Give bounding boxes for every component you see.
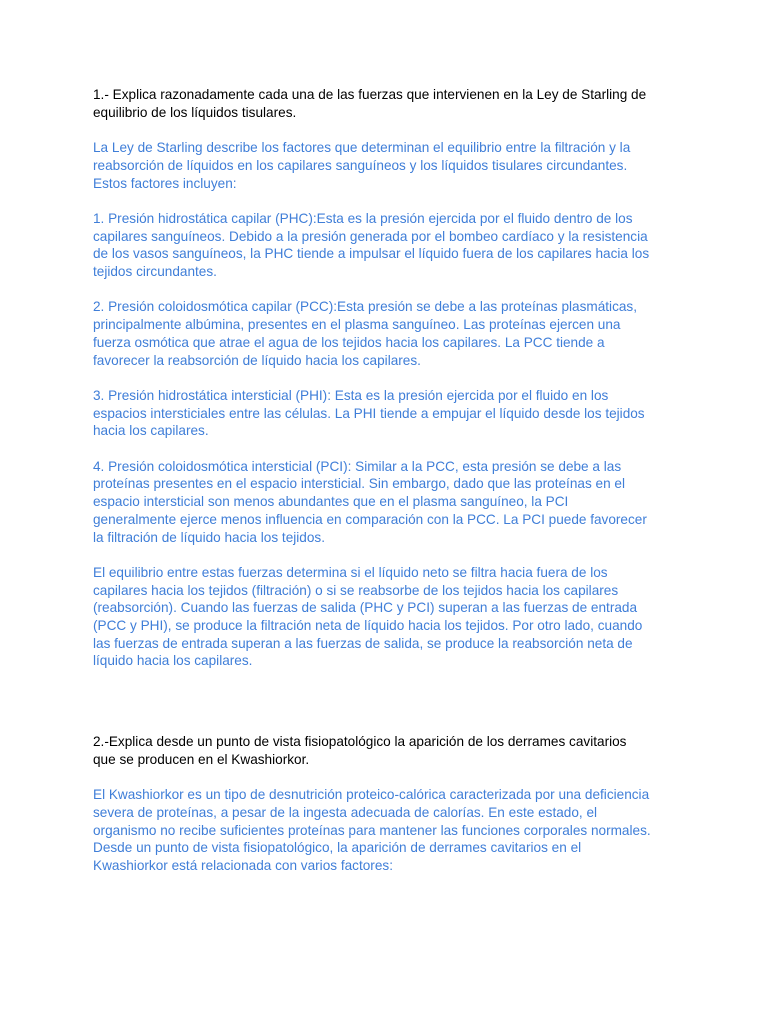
answer-line: proteínas presentes en el espacio intersticial. Sin embargo, dado que las proteínas en el (93, 476, 625, 492)
spacer (93, 440, 683, 458)
answer-line: Estos factores incluyen: (93, 175, 237, 191)
answer-1-conclusion (93, 564, 683, 670)
answer-line: Desde un punto de vista fisiopatológico, la aparición de derrames cavitarios en el (93, 840, 582, 856)
answer-line: Kwashiorkor está relacionada con varios factores: (93, 858, 393, 874)
answer-1-item-phc (93, 210, 683, 281)
answer-line: espacios intersticiales entre las células. La PHI tiende a empujar el líquido desde los tejidos (93, 405, 645, 421)
question-2 (93, 733, 683, 768)
answer-line: organismo no recibe suficientes proteínas para mantener las funciones corporales normales. (93, 822, 651, 838)
answer-line: fuerza osmótica que atrae el agua de los tejidos hacia los capilares. La PCC tiende a (93, 334, 605, 350)
answer-1-item-pci (93, 458, 683, 547)
answer-line: líquido hacia los capilares. (93, 653, 253, 669)
answer-line: (reabsorción). Cuando las fuerzas de salida (PHC y PCI) superan a las fuerzas de entrada (93, 600, 638, 616)
answer-line: favorecer la reabsorción de líquido hacia los capilares. (93, 352, 421, 368)
spacer (93, 670, 683, 733)
answer-line: La Ley de Starling describe los factores que determinan el equilibrio entre la filtración y la (93, 140, 631, 156)
spacer (93, 121, 683, 139)
answer-line: 4. Presión coloidosmótica intersticial (PCI): Similar a la PCC, esta presión se debe a las (93, 458, 622, 474)
answer-line: capilares hacia los tejidos (filtración) o si se reabsorbe de los tejidos hacia los capilares (93, 582, 619, 598)
answer-line: (PCC y PHI), se produce la filtración neta de líquido hacia los tejidos. Por otro lado, cuando (93, 618, 643, 633)
spacer (93, 281, 683, 299)
spacer (93, 369, 683, 387)
question-1 (93, 86, 683, 121)
answer-2-intro (93, 786, 683, 875)
answer-1-item-phi (93, 387, 683, 440)
answer-line: El Kwashiorkor es un tipo de desnutrición proteico-calórica caracterizada por una deficiencia (93, 787, 650, 803)
answer-line: 2. Presión coloidosmótica capilar (PCC):Esta presión se debe a las proteínas plasmáticas, (93, 299, 638, 315)
document-page (93, 86, 683, 875)
answer-line: la filtración de líquido hacia los tejidos. (93, 529, 325, 545)
spacer (93, 769, 683, 787)
answer-line: hacia los capilares. (93, 423, 209, 439)
question-2-line: 2.-Explica desde un punto de vista fisiopatológico la aparición de los derrames cavitarios (93, 734, 627, 750)
answer-line: principalmente albúmina, presentes en el plasma sanguíneo. Las proteínas ejercen una (93, 317, 621, 333)
answer-line: las fuerzas de entrada superan a las fuerzas de salida, se produce la reabsorción neta de (93, 635, 633, 651)
answer-line: 3. Presión hidrostática intersticial (PHI): Esta es la presión ejercida por el fluido en los (93, 387, 609, 403)
answer-line: severa de proteínas, a pesar de la ingesta adecuada de calorías. En este estado, el (93, 804, 598, 820)
question-2-line: que se producen en el Kwashiorkor. (93, 751, 310, 767)
question-1-line: equilibrio de los líquidos tisulares. (93, 104, 297, 120)
spacer (93, 546, 683, 564)
answer-line: 1. Presión hidrostática capilar (PHC):Esta es la presión ejercida por el fluido dentro de los (93, 210, 633, 226)
answer-line: El equilibrio entre estas fuerzas determina si el líquido neto se filtra hacia fuera de los (93, 564, 608, 580)
answer-1-intro (93, 139, 683, 192)
answer-line: reabsorción de líquidos en los capilares sanguíneos y los líquidos tisulares circundantes. (93, 157, 628, 173)
answer-line: espacio intersticial son menos abundantes que en el plasma sanguíneo, la PCI (93, 494, 569, 510)
answer-line: de los vasos sanguíneos, la PHC tiende a impulsar el líquido fuera de los capilares hacia los (93, 246, 650, 262)
answer-line: tejidos circundantes. (93, 264, 217, 279)
spacer (93, 192, 683, 210)
answer-1-item-pcc (93, 298, 683, 369)
question-1-line: 1.- Explica razonadamente cada una de las fuerzas que intervienen en la Ley de Starling de (93, 87, 647, 102)
answer-line: capilares sanguíneos. Debido a la presión generada por el bombeo cardíaco y la resistencia (93, 228, 648, 244)
answer-line: generalmente ejerce menos influencia en comparación con la PCC. La PCI puede favorecer (93, 511, 647, 527)
